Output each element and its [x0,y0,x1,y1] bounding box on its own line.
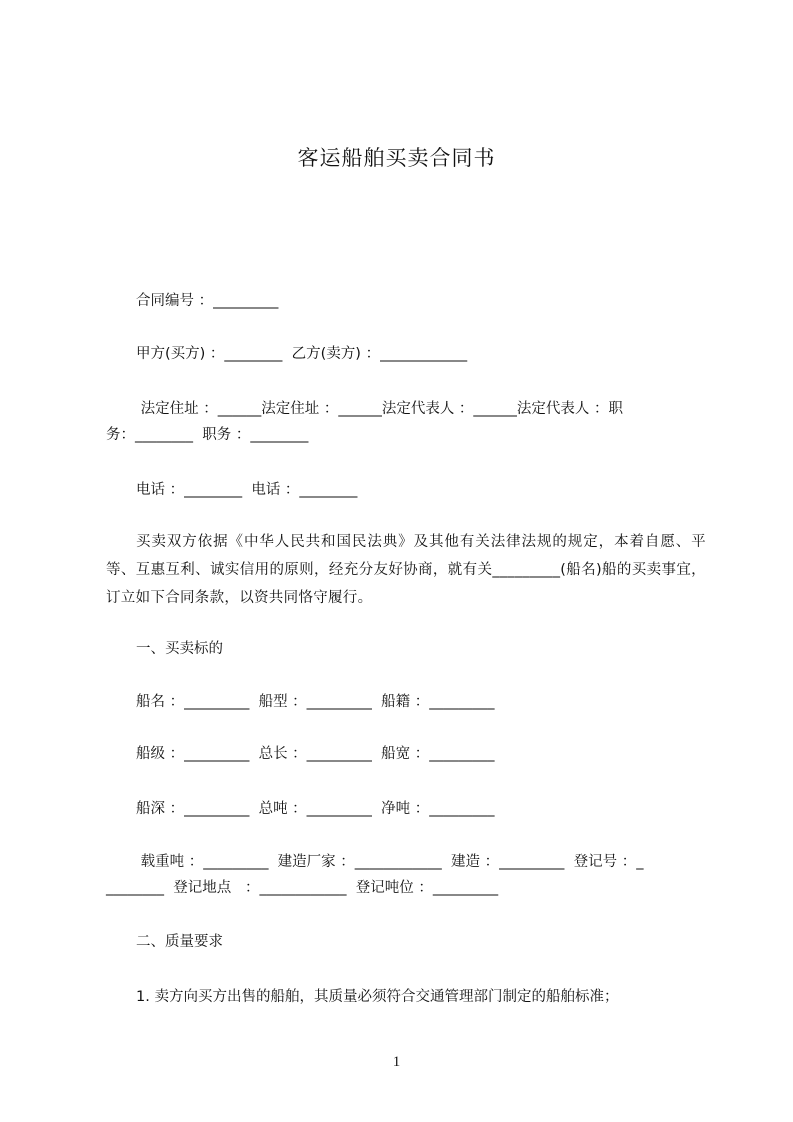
section-1-heading: 一、买卖标的 [136,641,223,657]
contract-number-line: 合同编号 ：_________ [136,293,279,309]
parties-line: 甲方(买方) ：________ 乙方(卖方) ：____________ [136,346,468,362]
document-title: 客运船舶买卖合同书 [297,146,496,170]
intro-paragraph: 买卖双方依据《中华人民共和国民法典》及其他有关法律法规的规定，本着自愿、平等、互惠互利、诚实信用的原则，经充分友好协商，就有关_________(船名)船的买卖事宜，订立如下合同条款，以资共同恪守履行。 [106,534,706,606]
ship-info-line-3: 船深 ：_________ 总吨 ：_________ 净吨 ：_________ [136,801,495,817]
address-line-1: 法定住址 ：______法定住址 ：______法定代表人 ：______法定代表人 ：职 [136,401,624,417]
ship-info-line-2: 船级 ：_________ 总长 ：_________ 船宽 ：_________ [136,746,495,762]
phone-line: 电话 ：________ 电话 ：________ [136,482,358,498]
address-line-2: 务：________ 职务 ：________ [106,427,309,443]
section-2-heading: 二、质量要求 [136,934,223,950]
ship-info-line-1: 船名 ：_________ 船型 ：_________ 船籍 ：_________ [136,694,495,710]
ship-info-line-4b: ________ 登记地点 ：____________ 登记吨位 ：_________ [106,880,499,896]
page-number: 1 [392,1054,401,1070]
ship-info-line-4a: 载重吨 ：_________ 建造厂家 ：____________ 建造 ：_________ 登记号 ：_ [136,854,644,870]
clause-2-1: 1. 卖方向买方出售的船舶，其质量必须符合交通管理部门制定的船舶标准； [136,989,619,1005]
